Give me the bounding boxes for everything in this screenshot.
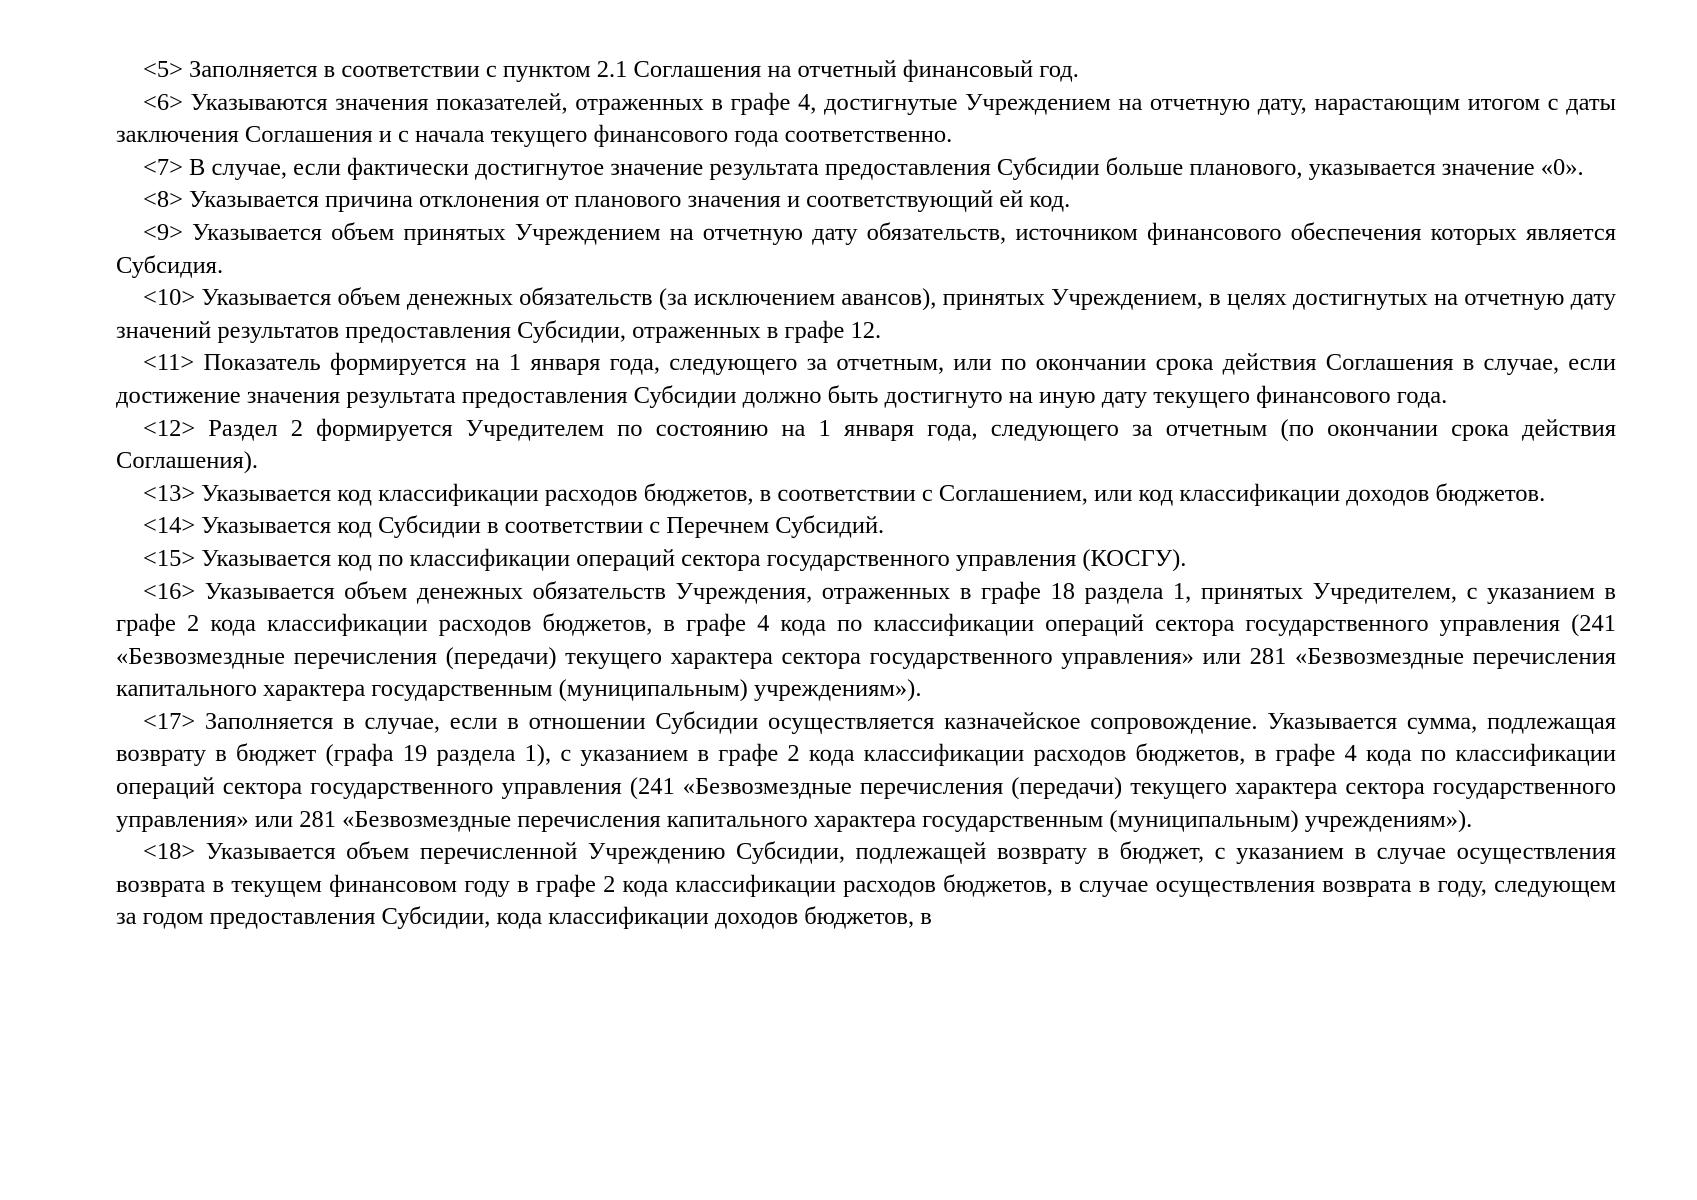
footnote-text: Указывается объем денежных обязательств Учреждения, отраженных в графе 18 раздела 1, принятых Учредителем, с указанием в графе 2 кода классификации расходов бюджетов, в графе 4 кода по классификации операций сектора государственного управления (241 «Безвозмездные перечисления (передачи) текущего характера сектора государственного управления» или 281 «Безвозмездные перечисления капитального характера государственным (муниципальным) учреждениям»). <box>116 577 1616 703</box>
footnote-marker: <6> <box>143 88 183 116</box>
footnote-text: Указывается объем принятых Учреждением на отчетную дату обязательств, источником финансового обеспечения которых является Субсидия. <box>116 218 1616 279</box>
footnote-10 <box>116 282 1616 347</box>
footnote-8 <box>116 184 1616 217</box>
footnote-12 <box>116 413 1616 478</box>
footnote-7 <box>116 152 1616 185</box>
footnote-15 <box>116 543 1616 576</box>
footnote-marker: <14> <box>143 512 196 540</box>
footnote-marker: <12> <box>143 414 196 442</box>
footnote-text: Указывается код классификации расходов бюджетов, в соответствии с Соглашением, или код классификации доходов бюджетов. <box>201 479 1546 507</box>
footnote-marker: <13> <box>143 479 196 507</box>
footnote-13 <box>116 478 1616 511</box>
footnote-17 <box>116 706 1616 836</box>
footnote-marker: <9> <box>143 218 183 246</box>
footnote-marker: <7> <box>143 153 183 181</box>
footnote-text: Показатель формируется на 1 января года, следующего за отчетным, или по окончании срока действия Соглашения в случае, если достижение значения результата предоставления Субсидии должно быть достигнуто на иную дату текущего финансового года. <box>116 349 1617 409</box>
footnote-marker: <16> <box>143 577 196 605</box>
footnote-11 <box>116 347 1616 412</box>
footnote-text: Указывается объем перечисленной Учреждению Субсидии, подлежащей возврату в бюджет, с указанием в случае осуществления возврата в текущем финансовом году в графе 2 кода классификации расходов бюджетов, в случае осуществления возврата в году, следующем за годом предоставления Субсидии, кода классификации доходов бюджетов, в <box>116 838 1616 931</box>
footnote-14 <box>116 510 1616 543</box>
footnote-text: Указываются значения показателей, отраженных в графе 4, достигнутые Учреждением на отчетную дату, нарастающим итогом с даты заключения Соглашения и с начала текущего финансового года соответственно. <box>116 88 1617 149</box>
footnote-marker: <8> <box>143 186 183 214</box>
footnote-9 <box>116 217 1616 282</box>
footnote-text: Заполняется в соответствии с пунктом 2.1 Соглашения на отчетный финансовый год. <box>189 56 1079 83</box>
footnote-16 <box>116 576 1616 706</box>
footnote-text: Указывается объем денежных обязательств (за исключением авансов), принятых Учреждением, в целях достигнутых на отчетную дату значений результатов предоставления Субсидии, отраженных в графе 12. <box>116 284 1616 344</box>
footnote-text: В случае, если фактически достигнутое значение результата предоставления Субсидии больше планового, указывается значение «0». <box>189 153 1584 181</box>
document-page <box>116 54 1616 934</box>
footnote-marker: <15> <box>143 544 196 572</box>
footnote-text: Заполняется в случае, если в отношении Субсидии осуществляется казначейское сопровождение. Указывается сумма, подлежащая возврату в бюджет (графа 19 раздела 1), с указанием в графе 2 кода классификации расходов бюджетов, в графе 4 кода по классификации операций сектора государственного управления (241 «Безвозмездные перечисления (передачи) текущего характера сектора государственного управления» или 281 «Безвозмездные перечисления капитального характера государственным (муниципальным) учреждениям»). <box>116 707 1616 833</box>
footnote-marker: <17> <box>143 707 196 735</box>
footnote-marker: <18> <box>143 838 196 866</box>
footnote-marker: <5> <box>143 56 183 83</box>
footnote-marker: <11> <box>143 349 195 377</box>
footnote-18 <box>116 836 1616 934</box>
footnote-text: Указывается причина отклонения от планового значения и соответствующий ей код. <box>189 186 1071 214</box>
footnote-marker: <10> <box>143 284 196 312</box>
footnote-text: Раздел 2 формируется Учредителем по состоянию на 1 января года, следующего за отчетным (по окончании срока действия Соглашения). <box>116 414 1616 475</box>
footnote-text: Указывается код по классификации операций сектора государственного управления (КОСГУ). <box>201 544 1187 572</box>
footnote-text: Указывается код Субсидии в соответствии с Перечнем Субсидий. <box>201 512 885 540</box>
footnote-5 <box>116 54 1616 87</box>
footnote-6 <box>116 87 1616 152</box>
